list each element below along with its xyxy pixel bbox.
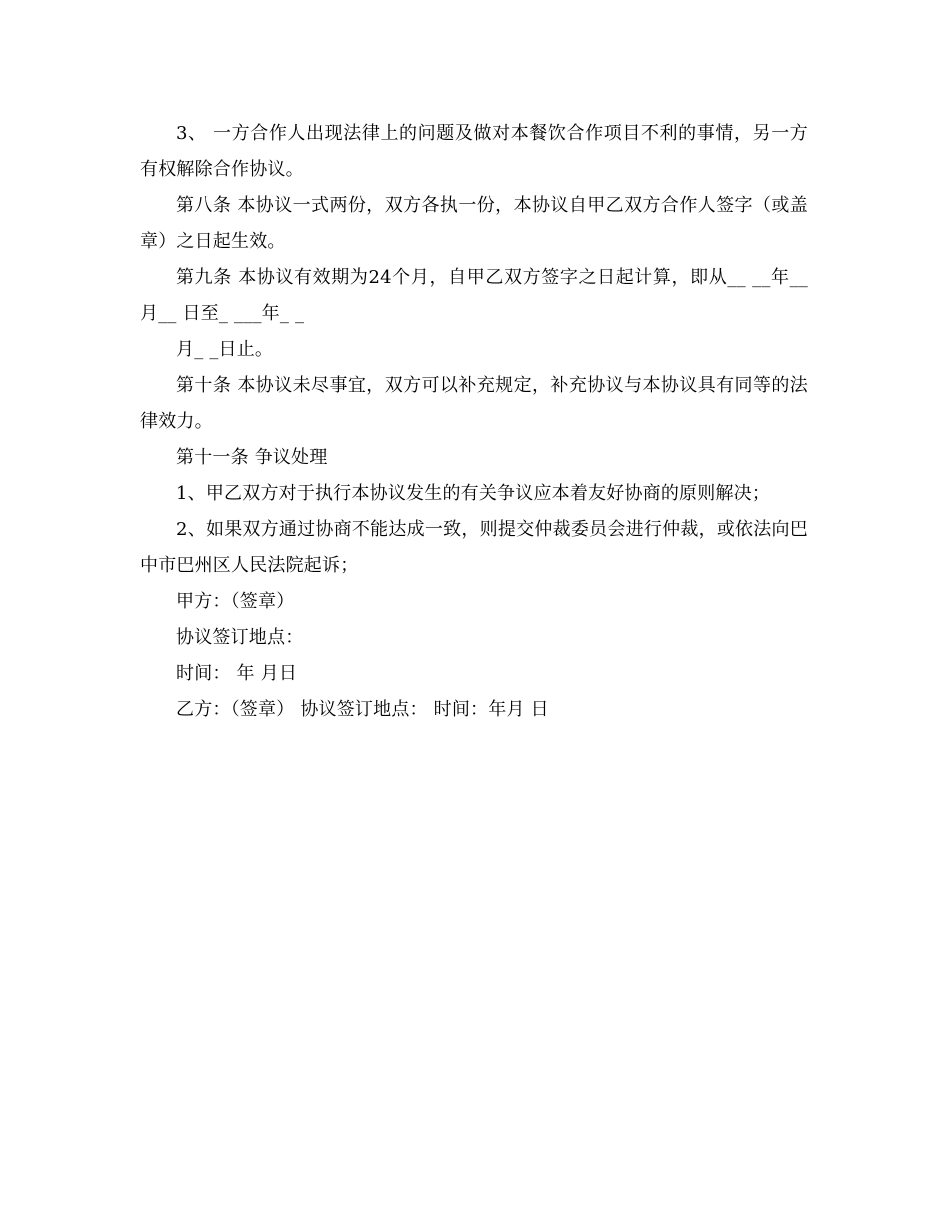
signing-date: 时间： 年 月日 bbox=[176, 663, 298, 684]
clause-9-continued: 月_ _日止。 bbox=[176, 339, 274, 360]
clause-9: 第九条 本协议有效期为24个月，自甲乙双方签字之日起计算，即从__ __年__月__ 日至_ ___年_ _ bbox=[140, 267, 808, 324]
clause-11-item-1: 1、甲乙双方对于执行本协议发生的有关争议应本着友好协商的原则解决； bbox=[176, 483, 771, 504]
clause-10: 第十条 本协议未尽事宜，双方可以补充规定，补充协议与本协议具有同等的法律效力。 bbox=[140, 375, 808, 432]
clause-11-heading: 第十一条 争议处理 bbox=[176, 447, 328, 468]
party-b-signature: 乙方：（签章） 协议签订地点： 时间：年月 日 bbox=[176, 699, 549, 720]
signing-location: 协议签订地点： bbox=[176, 627, 304, 648]
document-body bbox=[140, 116, 808, 728]
party-a-signature: 甲方：（签章） bbox=[176, 591, 295, 612]
clause-8: 第八条 本协议一式两份，双方各执一份，本协议自甲乙双方合作人签字（或盖章）之日起生效。 bbox=[140, 195, 808, 252]
clause-11-item-2: 2、如果双方通过协商不能达成一致，则提交仲裁委员会进行仲裁，或依法向巴中市巴州区人民法院起诉； bbox=[140, 519, 808, 576]
clause-7-item-3: 3、 一方合作人出现法律上的问题及做对本餐饮合作项目不利的事情，另一方有权解除合作协议。 bbox=[140, 123, 808, 180]
